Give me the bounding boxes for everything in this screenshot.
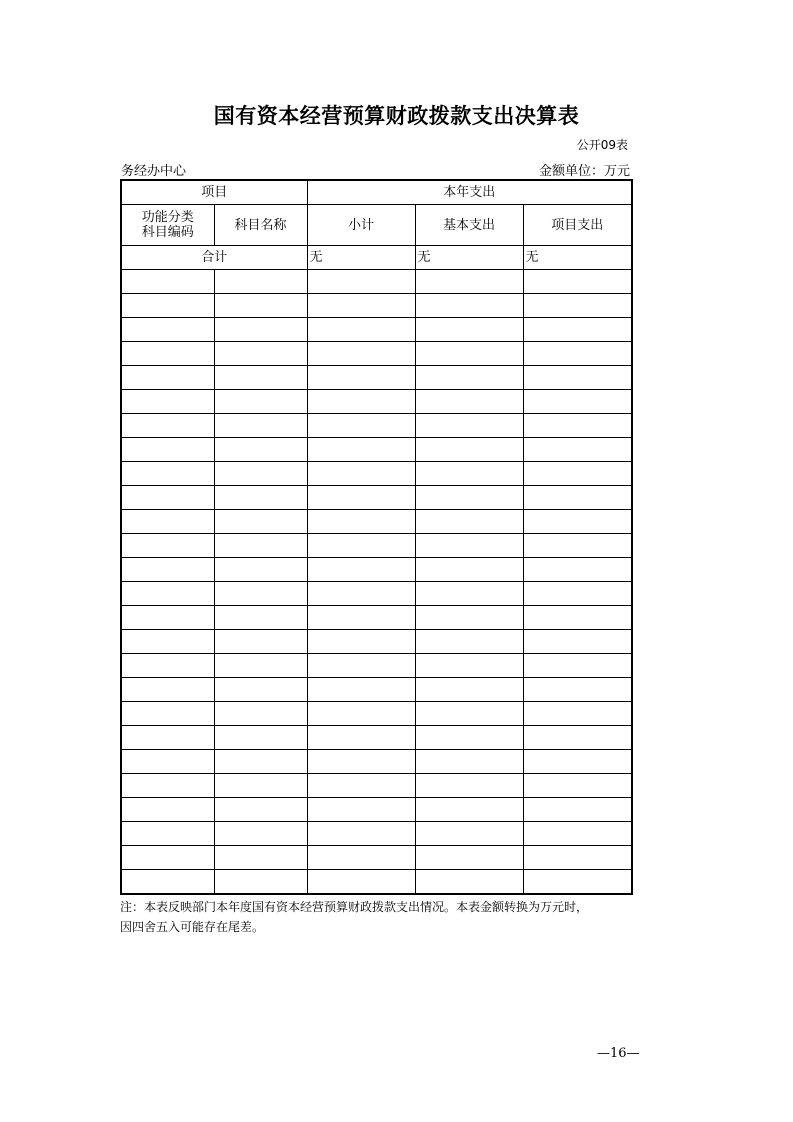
- table-cell: [307, 654, 415, 678]
- table-cell: [523, 318, 632, 342]
- table-cell: [523, 846, 632, 870]
- table-cell: [121, 582, 214, 606]
- header-year-expense: 本年支出: [307, 180, 632, 205]
- table-row: [121, 822, 632, 846]
- total-subtotal: 无: [307, 246, 415, 270]
- table-row: [121, 486, 632, 510]
- table-cell: [121, 774, 214, 798]
- table-cell: [307, 798, 415, 822]
- table-cell: [415, 294, 523, 318]
- table-row: [121, 270, 632, 294]
- table-cell: [415, 462, 523, 486]
- table-row: [121, 798, 632, 822]
- table-cell: [214, 702, 307, 726]
- total-basic: 无: [415, 246, 523, 270]
- table-row: [121, 438, 632, 462]
- table-cell: [214, 294, 307, 318]
- table-cell: [523, 558, 632, 582]
- table-cell: [121, 318, 214, 342]
- table-cell: [121, 606, 214, 630]
- table-cell: [415, 534, 523, 558]
- header-function-code: [121, 205, 214, 246]
- table-cell: [307, 390, 415, 414]
- table-cell: [523, 726, 632, 750]
- table-row: [121, 630, 632, 654]
- note-line-2: 因四舍五入可能存在尾差。: [120, 920, 265, 934]
- table-cell: [121, 654, 214, 678]
- table-cell: [415, 654, 523, 678]
- table-cell: [121, 822, 214, 846]
- table-row: [121, 390, 632, 414]
- table-row: [121, 654, 632, 678]
- table-cell: [307, 678, 415, 702]
- table-row: [121, 846, 632, 870]
- table-cell: [307, 870, 415, 895]
- header-row-2: [121, 205, 632, 246]
- expenditure-table: [120, 179, 633, 895]
- organization-name: 务经办中心: [121, 164, 187, 179]
- table-cell: [307, 270, 415, 294]
- table-note: [120, 897, 640, 937]
- table-cell: [523, 750, 632, 774]
- table-cell: [523, 606, 632, 630]
- table-cell: [307, 438, 415, 462]
- table-cell: [121, 870, 214, 895]
- table-cell: [121, 414, 214, 438]
- table-cell: [523, 870, 632, 895]
- table-cell: [307, 558, 415, 582]
- total-label: 合计: [121, 246, 307, 270]
- table-cell: [523, 582, 632, 606]
- table-cell: [415, 510, 523, 534]
- table-cell: [523, 342, 632, 366]
- header-item: 项目: [121, 180, 307, 205]
- table-cell: [523, 462, 632, 486]
- table-cell: [523, 270, 632, 294]
- table-cell: [121, 534, 214, 558]
- table-row: [121, 750, 632, 774]
- table-cell: [523, 798, 632, 822]
- table-cell: [214, 558, 307, 582]
- total-project: 无: [523, 246, 632, 270]
- header-subtotal: 小计: [307, 205, 415, 246]
- table-cell: [523, 510, 632, 534]
- page-title: 国有资本经营预算财政拨款支出决算表: [213, 104, 580, 128]
- table-cell: [523, 414, 632, 438]
- table-cell: [415, 582, 523, 606]
- table-cell: [307, 342, 415, 366]
- table-cell: [307, 366, 415, 390]
- table-cell: [523, 774, 632, 798]
- table-cell: [214, 822, 307, 846]
- table-cell: [121, 798, 214, 822]
- table-cell: [415, 846, 523, 870]
- table-cell: [415, 750, 523, 774]
- table-cell: [307, 534, 415, 558]
- table-row: [121, 318, 632, 342]
- table-cell: [415, 342, 523, 366]
- table-cell: [415, 606, 523, 630]
- note-line-1: 注：本表反映部门本年度国有资本经营预算财政拨款支出情况。本表金额转换为万元时，: [120, 900, 589, 914]
- table-cell: [214, 726, 307, 750]
- table-cell: [415, 702, 523, 726]
- table-cell: [415, 318, 523, 342]
- table-cell: [214, 510, 307, 534]
- page-number: —16—: [597, 1046, 640, 1061]
- table-row: [121, 366, 632, 390]
- table-cell: [307, 822, 415, 846]
- table-cell: [415, 798, 523, 822]
- header-subject-name: 科目名称: [214, 205, 307, 246]
- table-cell: [121, 270, 214, 294]
- table-cell: [415, 558, 523, 582]
- table-cell: [415, 726, 523, 750]
- table-cell: [307, 414, 415, 438]
- table-cell: [214, 342, 307, 366]
- table-cell: [307, 582, 415, 606]
- table-cell: [415, 678, 523, 702]
- table-cell: [307, 702, 415, 726]
- table-row: [121, 342, 632, 366]
- table-cell: [121, 510, 214, 534]
- table-cell: [415, 486, 523, 510]
- table-cell: [523, 702, 632, 726]
- header-row-1: [121, 180, 632, 205]
- total-row: [121, 246, 632, 270]
- table-row: [121, 510, 632, 534]
- table-cell: [523, 534, 632, 558]
- table-cell: [307, 462, 415, 486]
- table-cell: [214, 870, 307, 895]
- table-row: [121, 534, 632, 558]
- table-cell: [214, 654, 307, 678]
- table-cell: [307, 294, 415, 318]
- table-cell: [214, 678, 307, 702]
- table-cell: [307, 630, 415, 654]
- table-cell: [121, 558, 214, 582]
- table-cell: [121, 702, 214, 726]
- form-code: 公开09表: [576, 138, 628, 152]
- table-row: [121, 558, 632, 582]
- table-cell: [523, 678, 632, 702]
- header-function-code-text: 功能分类 科目编码: [141, 210, 194, 240]
- table-cell: [214, 366, 307, 390]
- table-cell: [523, 438, 632, 462]
- table-cell: [415, 270, 523, 294]
- table-cell: [415, 774, 523, 798]
- table-cell: [415, 438, 523, 462]
- table-row: [121, 678, 632, 702]
- table-cell: [307, 510, 415, 534]
- table-row: [121, 414, 632, 438]
- table-cell: [121, 390, 214, 414]
- table-cell: [415, 870, 523, 895]
- table-row: [121, 294, 632, 318]
- table-cell: [307, 750, 415, 774]
- table-cell: [214, 750, 307, 774]
- table-cell: [214, 774, 307, 798]
- table-cell: [121, 726, 214, 750]
- table-row: [121, 702, 632, 726]
- table-cell: [214, 798, 307, 822]
- table-cell: [121, 294, 214, 318]
- table-cell: [523, 390, 632, 414]
- table-cell: [523, 822, 632, 846]
- header-project-expense: 项目支出: [523, 205, 632, 246]
- table-cell: [121, 342, 214, 366]
- amount-unit: 金额单位：万元: [538, 164, 630, 179]
- table-cell: [214, 534, 307, 558]
- table-cell: [415, 822, 523, 846]
- table-cell: [415, 366, 523, 390]
- table-cell: [523, 654, 632, 678]
- table-cell: [307, 606, 415, 630]
- table-row: [121, 870, 632, 895]
- table-row: [121, 774, 632, 798]
- table-cell: [415, 390, 523, 414]
- table-cell: [214, 270, 307, 294]
- table-cell: [214, 462, 307, 486]
- table-cell: [214, 486, 307, 510]
- table-row: [121, 726, 632, 750]
- table-cell: [121, 366, 214, 390]
- table-cell: [214, 606, 307, 630]
- table-cell: [121, 486, 214, 510]
- table-cell: [121, 678, 214, 702]
- table-row: [121, 462, 632, 486]
- table-cell: [214, 582, 307, 606]
- table-cell: [214, 846, 307, 870]
- table-cell: [121, 438, 214, 462]
- header-basic-expense: 基本支出: [415, 205, 523, 246]
- table-row: [121, 606, 632, 630]
- table-cell: [307, 318, 415, 342]
- table-cell: [214, 390, 307, 414]
- table-cell: [214, 414, 307, 438]
- table-cell: [523, 294, 632, 318]
- table-cell: [307, 726, 415, 750]
- table-cell: [121, 750, 214, 774]
- table-cell: [121, 462, 214, 486]
- table-row: [121, 582, 632, 606]
- table-cell: [121, 630, 214, 654]
- table-cell: [415, 414, 523, 438]
- table-cell: [523, 630, 632, 654]
- table-cell: [214, 318, 307, 342]
- table-cell: [307, 774, 415, 798]
- table-cell: [415, 630, 523, 654]
- table-cell: [307, 846, 415, 870]
- table-cell: [121, 846, 214, 870]
- table-cell: [214, 630, 307, 654]
- table-cell: [523, 366, 632, 390]
- table-cell: [214, 438, 307, 462]
- table-cell: [523, 486, 632, 510]
- table-cell: [307, 486, 415, 510]
